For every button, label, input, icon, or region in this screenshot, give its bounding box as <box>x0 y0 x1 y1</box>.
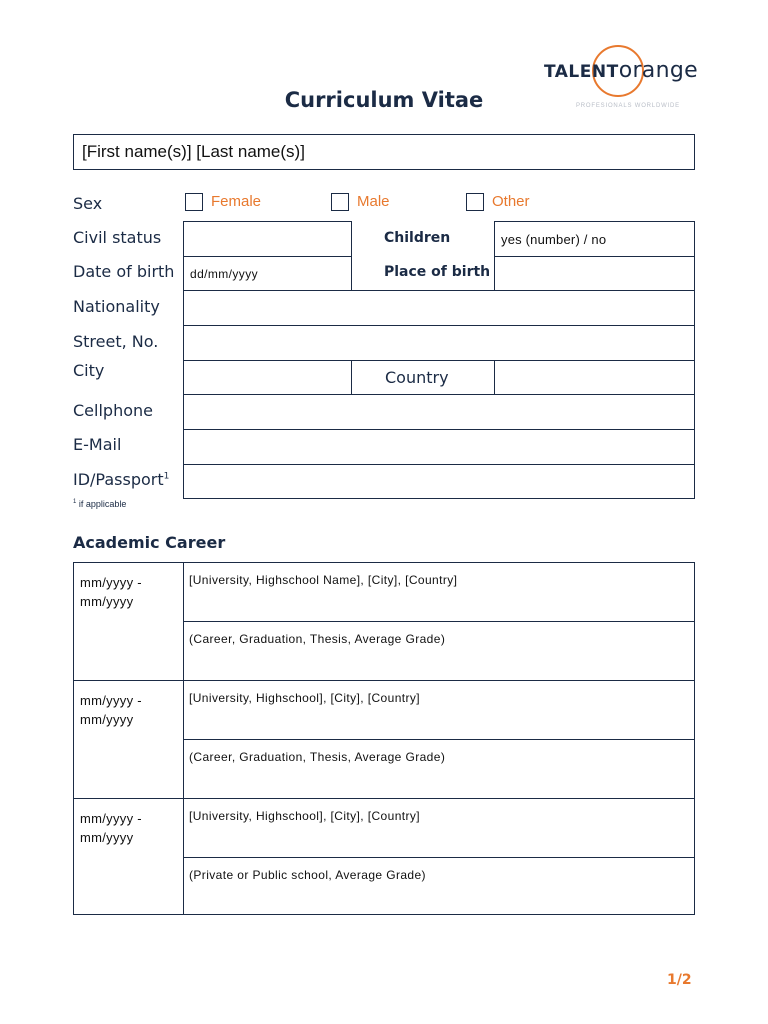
footnote <box>73 499 126 509</box>
footnote-mark: 1 <box>73 499 77 505</box>
cellphone-field[interactable] <box>183 394 695 430</box>
career-date-from: mm/yyyy - <box>80 693 142 708</box>
street-label: Street, No. <box>73 332 159 351</box>
female-checkbox[interactable] <box>185 193 203 211</box>
career-date-cell[interactable] <box>74 563 184 680</box>
other-checkbox[interactable] <box>466 193 484 211</box>
children-field[interactable] <box>494 221 695 257</box>
document-title: Curriculum Vitae <box>284 88 484 112</box>
city-label: City <box>73 361 105 380</box>
civil-status-label: Civil status <box>73 228 162 247</box>
academic-career-title: Academic Career <box>73 533 226 552</box>
email-label: E-Mail <box>73 435 122 454</box>
career-details-cell[interactable]: (Career, Graduation, Thesis, Average Grade) <box>189 750 446 764</box>
career-date-to: mm/yyyy <box>80 712 134 727</box>
country-label-cell <box>351 360 495 395</box>
female-label: Female <box>211 193 262 210</box>
career-date-from: mm/yyyy - <box>80 575 142 590</box>
street-field[interactable] <box>183 325 695 361</box>
nationality-field[interactable] <box>183 290 695 326</box>
children-label: Children <box>384 230 451 246</box>
footnote-text: if applicable <box>78 499 127 509</box>
career-institution-cell[interactable]: [University, Highschool], [City], [Country] <box>184 799 694 858</box>
male-checkbox[interactable] <box>331 193 349 211</box>
date-of-birth-hint: dd/mm/yyyy <box>190 267 259 281</box>
logo-orange: orange <box>618 58 698 83</box>
id-footnote-mark: 1 <box>163 471 170 482</box>
logo-tagline: PROFESIONALS WORLDWIDE <box>576 103 680 109</box>
name-field[interactable]: [First name(s)] [Last name(s)] <box>73 134 695 170</box>
career-date-cell[interactable] <box>74 799 184 914</box>
male-label: Male <box>357 193 390 210</box>
civil-status-field[interactable] <box>183 221 352 257</box>
academic-career-table <box>73 562 695 915</box>
career-details-cell[interactable]: (Private or Public school, Average Grade) <box>189 868 426 882</box>
career-date-to: mm/yyyy <box>80 830 134 845</box>
logo-talent: TALENT <box>544 62 619 82</box>
city-field[interactable] <box>183 360 352 395</box>
sex-label: Sex <box>73 194 103 213</box>
career-details-cell[interactable]: (Career, Graduation, Thesis, Average Grade) <box>189 632 446 646</box>
date-of-birth-field[interactable] <box>183 256 352 291</box>
country-field[interactable] <box>494 360 695 395</box>
career-row <box>74 681 694 799</box>
id-passport-text: ID/Passport <box>73 470 164 489</box>
id-passport-field[interactable] <box>183 464 695 499</box>
cellphone-label: Cellphone <box>73 401 153 420</box>
page-number: 1/2 <box>667 972 692 988</box>
career-institution-cell[interactable]: [University, Highschool], [City], [Country] <box>184 681 694 740</box>
career-date-cell[interactable] <box>74 681 184 798</box>
date-of-birth-label: Date of birth <box>73 262 175 281</box>
career-date-to: mm/yyyy <box>80 594 134 609</box>
children-hint: yes (number) / no <box>501 232 607 247</box>
career-date-from: mm/yyyy - <box>80 811 142 826</box>
career-row <box>74 799 694 914</box>
logo-wordmark <box>544 58 698 83</box>
country-label: Country <box>385 368 449 387</box>
nationality-label: Nationality <box>73 297 160 316</box>
other-label: Other <box>492 193 530 210</box>
place-of-birth-label: Place of birth <box>384 264 491 280</box>
career-institution-cell[interactable]: [University, Highschool Name], [City], [Country] <box>184 563 694 622</box>
email-field[interactable] <box>183 429 695 465</box>
place-of-birth-field[interactable] <box>494 256 695 291</box>
career-row <box>74 563 694 681</box>
id-passport-label <box>73 470 169 489</box>
